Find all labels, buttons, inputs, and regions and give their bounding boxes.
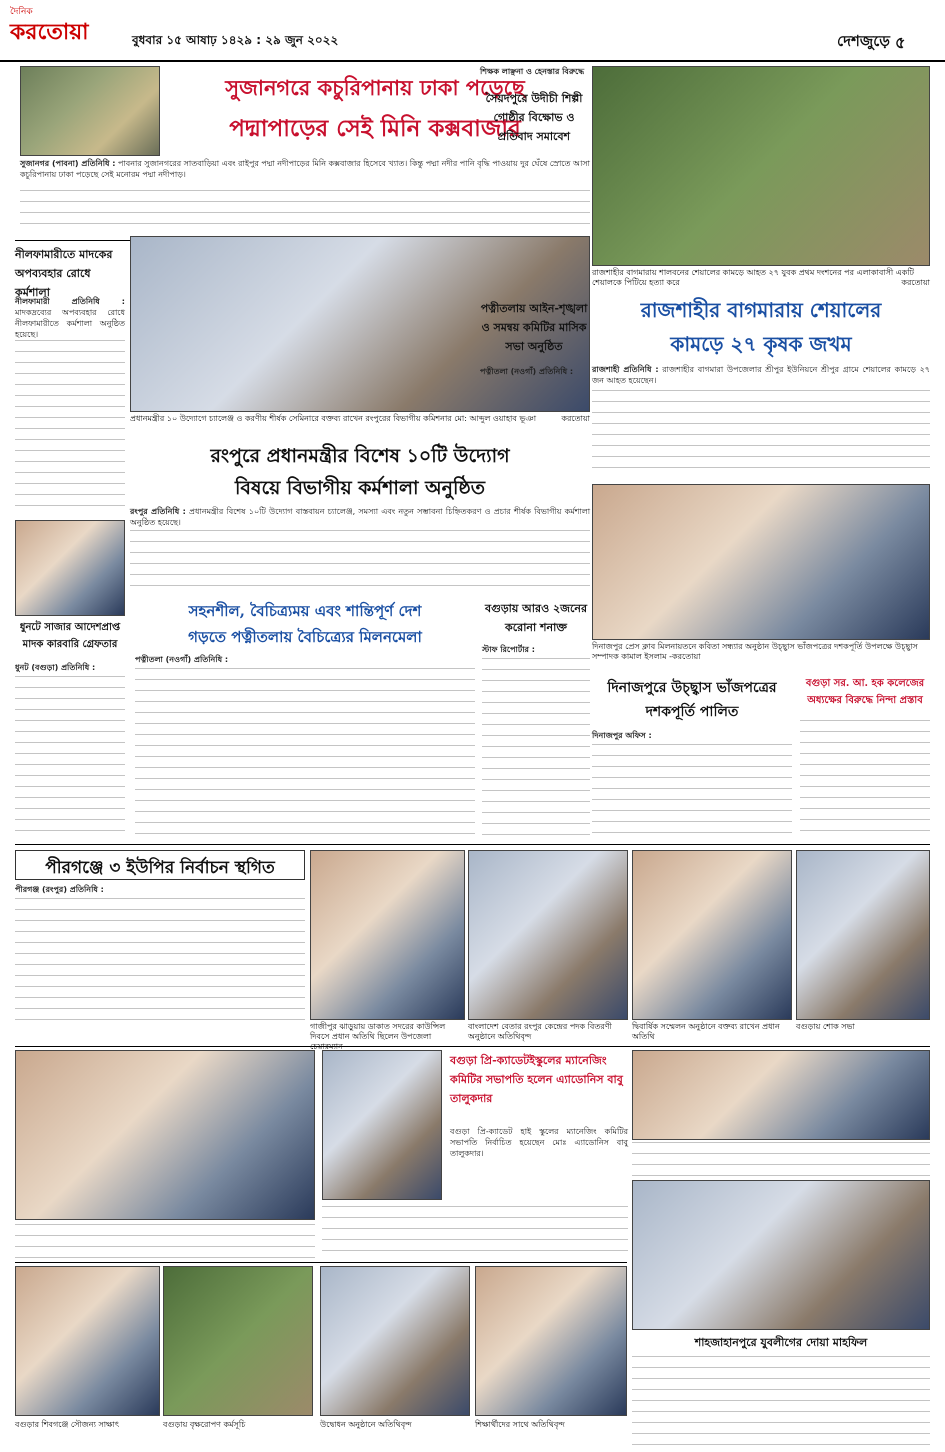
bogura-corona-byline: স্টাফ রিপোর্টার : <box>482 645 535 654</box>
bogura-college-text-columns <box>800 720 930 836</box>
bottom-left-photo <box>15 1050 315 1220</box>
dinajpur-caption-text: দিনাজপুর প্রেস ক্লাব মিলনায়তনে কবিতা সন্ধ্যার অনুষ্ঠান উচ্ছ্বাস ভাঁজপত্রের দশকপূর্তি উপলক্ষে উচ্ছ্বাস সম্পাদক কামাল ইসলাম <box>592 642 918 661</box>
bottom-photo-2 <box>163 1266 313 1416</box>
bagmara-byline: রাজশাহী প্রতিনিধি : <box>592 365 659 374</box>
rangpur-caption-credit: করতোয়া <box>561 414 590 423</box>
rangpur-photo-caption <box>130 414 590 436</box>
sujanagar-headline-2: পদ্মাপাড়ের সেই মিনি কক্সবাজার <box>229 115 521 142</box>
sujanagar-headline-1: সুজানগরে কচুরিপানায় ঢাকা পড়েছে <box>225 75 525 100</box>
adonis-portrait <box>322 1050 442 1200</box>
patnitala-headline-1: সহনশীল, বৈচিত্র্যময় এবং শান্তিপূর্ণ দেশ <box>188 602 422 620</box>
bottom-caption-1: বগুড়ার শিবগঞ্জে সৌজন্য সাক্ষাৎ <box>15 1420 120 1429</box>
bagmara-text-columns <box>592 390 930 476</box>
dinajpur-caption-credit: -করতোয়া <box>669 652 701 661</box>
row-photo-3 <box>632 850 792 1020</box>
row-caption-4: বগুড়ায় শোক সভা <box>796 1022 855 1031</box>
divider <box>15 844 930 845</box>
row-photo-2 <box>468 850 628 1020</box>
dinajpur-photo <box>592 484 930 640</box>
divider <box>15 1046 930 1047</box>
pirganj-byline: পীরগঞ্জ (রংপুর) প্রতিনিধি : <box>15 885 104 894</box>
bagmara-photo <box>592 66 930 266</box>
bogura-precadet-headline: বগুড়া প্রি-ক্যাডেটইস্কুলের ম্যানেজিং কমিটির সভাপতি হলেন এ্যাডোনিস বাবু তালুকদার <box>450 1054 623 1105</box>
bogura-corona-headline: বগুড়ায় আরও ২জনের করোনা শনাক্ত <box>484 602 588 634</box>
dinajpur-byline: দিনাজপুর অফিস : <box>592 731 652 740</box>
patnitala-headline-2: গড়তে পত্নীতলায় বৈচিত্র্যের মিলনমেলা <box>188 628 422 646</box>
dinajpur-headline: দিনাজপুরে উচ্ছ্বাস ভাঁজপত্রের দশকপূর্তি পালিত <box>607 680 777 720</box>
bottom-photo-4 <box>475 1266 627 1416</box>
dhunat-portrait <box>15 520 125 616</box>
nilphamari-byline: নীলফামারী প্রতিনিধি : <box>15 297 125 306</box>
rangpur-headline-2: বিষয়ে বিভাগীয় কর্মশালা অনুষ্ঠিত <box>234 477 486 499</box>
sayedpur-headline: সৈয়দপুরে উদীচী শিল্পী গোষ্ঠীর বিক্ষোভ ও প্রতিবাদ সমাবেশ <box>485 92 583 143</box>
bogura-college-headline: বগুড়া সর. আ. হক কলেজের অধ্যক্ষের বিরুদ্ধে নিন্দা প্রস্তাব <box>805 678 925 706</box>
nilphamari-headline: নীলফামারীতে মাদকের অপব্যবহার রোধে কর্মশালা <box>15 248 113 299</box>
patnitala-text-columns <box>135 668 475 836</box>
sujanagar-photo <box>20 66 160 156</box>
rangpur-text: প্রধানমন্ত্রীর বিশেষ ১০টি উদ্যোগ বাস্তবায়ন চ্যালেঞ্জ, সমস্যা এবং নতুন সম্ভাবনা চিহ্নিতকরণ ও প্রচার শীর্ষক বিভাগীয় কর্মশালা অনুষ্ঠিত হয়েছে। <box>130 507 591 527</box>
bagmara-caption-text: রাজশাহীর বাগমারায় শালবনের শেয়ালের কামড়ে আহত ২৭ যুবক প্রথম দংশনের পর এলাকাবাসী একটি শেয়ালকে পিটিয়ে হত্যা করে <box>592 268 915 287</box>
bagmara-headline-1: রাজশাহীর বাগমারায় শেয়ালের <box>640 298 882 322</box>
logo-title: করতোয়া <box>10 19 89 44</box>
rangpur-headline-1: রংপুরে প্রধানমন্ত্রীর বিশেষ ১০টি উদ্যোগ <box>210 445 510 467</box>
shahjahanpur-photo-1 <box>632 1050 930 1140</box>
rangpur-text-columns <box>130 530 590 596</box>
section-name: দেশজুড়ে <box>837 32 890 50</box>
bogura-precadet-text-columns <box>322 1206 628 1256</box>
bagmara-caption-credit: করতোয়া <box>901 278 930 287</box>
bogura-precadet-text: বগুড়া প্রি-ক্যাডেট হাই স্কুলের ম্যানেজিং কমিটির সভাপতি নির্বাচিত হয়েছেন মোঃ এ্যাডোনিস বাবু তালুকদার। <box>450 1127 628 1158</box>
pirganj-headline: পীরগঞ্জে ৩ ইউপির নির্বাচন স্থগিত <box>15 850 305 880</box>
patnitala-law-byline: পত্নীতলা (নওগাঁ) প্রতিনিধি : <box>480 367 574 376</box>
row-caption-1: গাজীপুর ঝাড়ুয়ায় ডাকাত সদরের কাউন্সিল দিবসে প্রধান অতিথি ছিলেন উপজেলা <box>310 1022 446 1041</box>
row-caption-3: দ্বিবার্ষিক সম্মেলন অনুষ্ঠানে বক্তব্য রাখেন প্রধান অতিথি <box>632 1022 780 1041</box>
row-photo-4 <box>796 850 930 1020</box>
masthead <box>0 0 945 62</box>
dhunat-byline: ধুনট (বগুড়া) প্রতিনিধি : <box>15 663 96 672</box>
patnitala-byline: পত্নীতলা (নওগাঁ) প্রতিনিধি : <box>135 655 229 664</box>
logo-prefix: দৈনিক <box>10 6 33 16</box>
nilphamari-text: মাদকদ্রব্যের অপব্যবহার রোধে নীলফামারীতে কর্মশালা অনুষ্ঠিত হয়েছে। <box>15 308 125 339</box>
bottom-caption-2: বগুড়ায় বৃক্ষরোপণ কর্মসূচি <box>163 1420 246 1429</box>
bottom-caption-3: উদ্বোধন অনুষ্ঠানে অতিথিবৃন্দ <box>320 1420 412 1429</box>
sayedpur-kicker: শিক্ষক লাঞ্ছনা ও হেনস্তার বিরুদ্ধে <box>480 67 585 76</box>
shahjahanpur-caption-1 <box>632 1142 930 1178</box>
dhunat-text-columns <box>15 676 125 836</box>
sujanagar-text-columns <box>20 190 590 230</box>
bogura-corona-text-columns <box>482 658 590 836</box>
sujanagar-byline: সুজানগর (পাবনা) প্রতিনিধি : <box>20 159 116 168</box>
row-photo-1 <box>310 850 465 1020</box>
bottom-photo-1 <box>15 1266 160 1416</box>
shahjahanpur-headline: শাহজাহানপুরে যুবলীগের দোয়া মাহফিল <box>694 1336 868 1349</box>
dateline: বুধবার ১৫ আষাঢ় ১৪২৯ : ২৯ জুন ২০২২ <box>132 33 339 47</box>
bagmara-headline-2: কামড়ে ২৭ কৃষক জখম <box>670 332 852 356</box>
bagmara-text: রাজশাহীর বাগমারা উপজেলার শ্রীপুর ইউনিয়নে শ্রীপুর গ্রামে শেয়ালের কামড়ে ২৭ জন আহত হয়েছেন। <box>592 365 930 385</box>
sujanagar-text: পাবনার সুজানগরের সাতবাড়িয়া এবং রাইপুর পদ্মা নদীপাড়ের মিনি কক্সবাজার হিসেবে খ্যাত। কিন্তু পদ্মা নদীর পানি বৃদ্ধি পাওয়ায় দুর ঘেঁষে স্রোতে আসা কচুরিপানায় ঢাকা পড়েছে সেই মনোরম পদ্মা নদীপাড়। <box>20 159 590 179</box>
bagmara-caption <box>592 268 930 290</box>
divider <box>15 1262 627 1263</box>
page-number: ৫ <box>895 33 906 52</box>
pirganj-text-columns <box>15 898 305 1026</box>
dinajpur-caption <box>592 642 930 672</box>
dhunat-headline: ধুনটে সাজার আদেশপ্রাপ্ত মাদক কারবারি গ্রেফতার <box>19 622 121 650</box>
bottom-left-caption <box>15 1224 315 1260</box>
bottom-caption-4: শিক্ষার্থীদের সাথে অতিথিবৃন্দ <box>475 1420 565 1429</box>
bottom-photo-3 <box>320 1266 470 1416</box>
newspaper-logo <box>10 4 120 48</box>
nilphamari-text-columns <box>15 340 125 510</box>
rangpur-byline: রংপুর প্রতিনিধি : <box>130 507 186 516</box>
row-caption-2: বাংলাদেশ বেতার রংপুর কেন্দ্রের পদক বিতরণী অনুষ্ঠানে অতিথিবৃন্দ <box>468 1022 612 1041</box>
rangpur-caption-text: প্রধানমন্ত্রীর ১০ উদ্যোগে চ্যালেঞ্জ ও করণীয় শীর্ষক সেমিনারে বক্তব্য রাখেন রংপুরের বিভাগীয় কমিশনার মো: আব্দুল ওয়াহাব ভূঞা <box>130 414 537 423</box>
patnitala-law-headline: পত্নীতলায় আইন-শৃঙ্খলা ও সমন্বয় কমিটির মাসিক সভা অনুষ্ঠিত <box>480 302 588 353</box>
shahjahanpur-text <box>632 1356 930 1446</box>
shahjahanpur-photo-2 <box>632 1180 930 1330</box>
dinajpur-text-columns <box>592 744 792 836</box>
